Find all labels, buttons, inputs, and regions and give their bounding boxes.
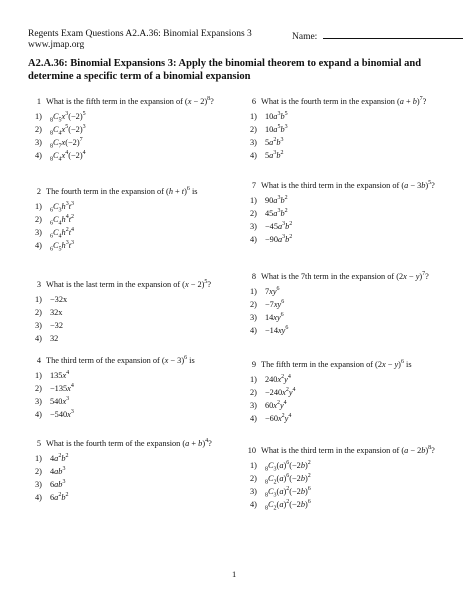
choice-4[interactable]: 4) $_6C_5h^3t^3$ — [35, 240, 75, 253]
choice-2[interactable]: 2) $-240x^2y^4$ — [250, 387, 296, 397]
choice-1[interactable]: 1) $10a^3b^5$ — [250, 111, 288, 121]
choice-4[interactable]: 4) $-14xy^6$ — [250, 325, 289, 335]
choice-3[interactable]: 3) $60x^2y^4$ — [250, 400, 287, 410]
choice-4[interactable]: 4) $-90a^3b^2$ — [250, 234, 293, 244]
choice-2[interactable]: 2) $45a^3b^2$ — [250, 208, 288, 218]
question-number: 9 — [251, 360, 256, 369]
choice-4[interactable]: 4) $5a^3b^2$ — [250, 150, 284, 160]
question-number: 5 — [36, 439, 41, 448]
choice-3[interactable]: 3) $6ab^3$ — [35, 479, 66, 489]
choice-2[interactable]: 2) $_8C_2(a)^6(-2b)^2$ — [250, 473, 311, 486]
question-number: 6 — [251, 97, 256, 106]
choice-1[interactable]: 1) $240x^2y^4$ — [250, 374, 291, 384]
choice-1[interactable]: 1) $_6C_3h^3t^3$ — [35, 201, 75, 214]
choice-1[interactable]: 1) $90a^3b^2$ — [250, 195, 288, 205]
question-number: 3 — [36, 280, 41, 289]
question-10 — [243, 445, 458, 511]
document-title: Regents Exam Questions A2.A.36: Binomial Expansions 3 — [28, 29, 252, 39]
choice-2[interactable]: 2) $-135x^4$ — [35, 383, 74, 393]
choice-3[interactable]: 3) $_8C_3(a)^2(-2b)^6$ — [250, 486, 311, 499]
choice-2[interactable]: 2) $_6C_4h^4t^2$ — [35, 214, 75, 227]
choice-1[interactable]: 1) $7xy^6$ — [250, 286, 280, 296]
question-stem: The third term of the expansion of $(x - 3)^6$ is — [46, 355, 195, 365]
question-number: 2 — [36, 187, 41, 196]
choice-2[interactable]: 2) $-7xy^6$ — [250, 299, 285, 309]
question-6 — [243, 96, 458, 162]
question-5 — [28, 438, 228, 504]
choice-3[interactable]: 3) $5a^2b^3$ — [250, 137, 284, 147]
choice-4[interactable]: 4) $-540x^3$ — [35, 409, 74, 419]
header-left — [28, 29, 252, 51]
choice-4[interactable]: 4) $_8C_4x^4(-2)^4$ — [35, 150, 86, 163]
choice-3[interactable]: 3) $-45a^3b^2$ — [250, 221, 293, 231]
question-stem: What is the fifth term in the expansion of $(x - 2)^8$? — [46, 96, 214, 106]
choice-1[interactable]: 1) $_8C_5x^3(-2)^5$ — [35, 111, 86, 124]
choice-3[interactable]: 3) $_6C_4h^2t^4$ — [35, 227, 75, 240]
question-1 — [28, 96, 228, 162]
name-blank-line[interactable] — [323, 29, 463, 39]
question-2 — [28, 186, 228, 252]
choice-1[interactable]: 1) −32x — [35, 295, 68, 304]
question-stem: What is the last term in the expansion of $(x - 2)^5$? — [46, 279, 212, 289]
choice-4[interactable]: 4) $6a^2b^2$ — [35, 492, 69, 502]
choice-3[interactable]: 3) $_8C_7x(-2)^7$ — [35, 137, 83, 150]
page-number: 1 — [232, 569, 237, 579]
site-url: www.jmap.org — [28, 40, 85, 50]
question-number: 4 — [36, 356, 41, 365]
section-heading: A2.A.36: Binomial Expansions 3: Apply the binomial theorem to expand a binomial and determine a specific term of a binomial expansion — [28, 58, 422, 82]
question-number: 8 — [251, 272, 256, 281]
choice-1[interactable]: 1) $135x^4$ — [35, 370, 70, 380]
choice-1[interactable]: 1) $_8C_3(a)^6(-2b)^2$ — [250, 460, 311, 473]
question-4 — [28, 355, 228, 421]
question-8 — [243, 271, 458, 337]
question-stem: What is the 7th term in the expansion of $(2x - y)^7$? — [261, 271, 429, 281]
question-stem: What is the third term in the expansion of $(a - 3b)^5$? — [261, 180, 435, 190]
choice-3[interactable]: 3) $540x^3$ — [35, 396, 70, 406]
choice-2[interactable]: 2) $_8C_4x^5(-2)^3$ — [35, 124, 86, 137]
choice-3[interactable]: 3) $14xy^6$ — [250, 312, 284, 322]
choice-2[interactable]: 2) $4ab^3$ — [35, 466, 66, 476]
choice-1[interactable]: 1) $4a^2b^2$ — [35, 453, 69, 463]
question-9 — [243, 359, 458, 425]
name-label: Name: — [292, 32, 318, 42]
name-field — [292, 29, 463, 42]
choice-2[interactable]: 2) 32x — [35, 308, 63, 317]
question-stem: The fifth term in the expansion of $(2x - y)^6$ is — [261, 359, 412, 369]
question-stem: What is the fourth term of the expansion $(a + b)^4$? — [46, 438, 212, 448]
question-stem: What is the fourth term in the expansion $(a + b)^7$? — [261, 96, 427, 106]
question-number: 1 — [36, 97, 41, 106]
choice-4[interactable]: 4) $-60x^2y^4$ — [250, 413, 292, 423]
question-7 — [243, 180, 458, 246]
choice-2[interactable]: 2) $10a^5b^3$ — [250, 124, 288, 134]
question-stem: What is the third term in the expansion of $(a - 2b)^8$? — [261, 445, 435, 455]
question-number: 7 — [251, 181, 256, 190]
question-stem: The fourth term in the expansion of $(h + t)^6$ is — [46, 186, 198, 196]
choice-4[interactable]: 4) 32 — [35, 334, 59, 343]
choice-4[interactable]: 4) $_8C_2(a)^2(-2b)^6$ — [250, 499, 311, 512]
question-number: 10 — [247, 446, 256, 455]
choice-3[interactable]: 3) −32 — [35, 321, 63, 330]
question-3 — [28, 279, 228, 345]
